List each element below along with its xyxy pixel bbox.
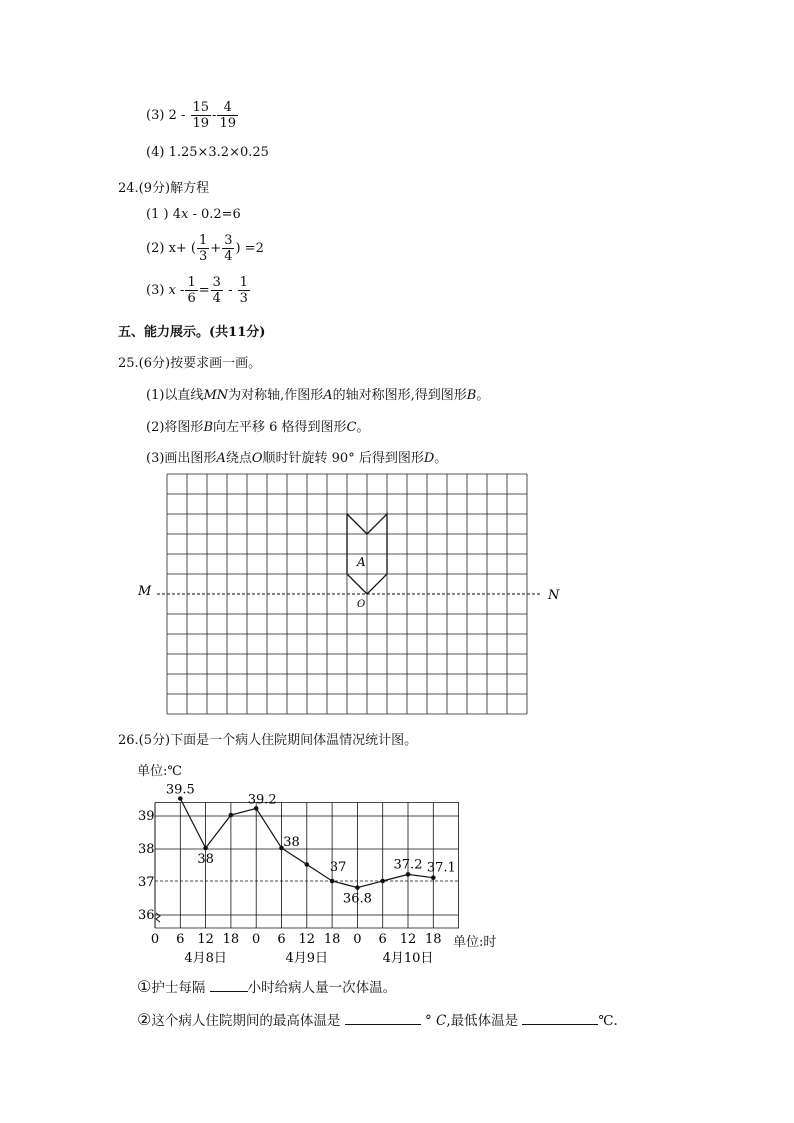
- data-point: [355, 885, 360, 890]
- label-a: A: [357, 555, 366, 569]
- data-label: 37: [329, 860, 347, 875]
- data-point: [305, 862, 310, 867]
- step-text: 将图形: [164, 420, 204, 435]
- point-name: O: [251, 451, 263, 466]
- equation-rest: - 0.2=6: [192, 207, 241, 222]
- step-num: (1): [146, 388, 165, 403]
- step-num: (2): [146, 420, 165, 435]
- step-text: 绕点: [225, 451, 252, 466]
- numerator: 1: [199, 233, 208, 248]
- q24-p2-num: (2): [146, 241, 165, 256]
- q23-p4-num: (4): [146, 145, 165, 160]
- answer-blank[interactable]: [210, 991, 248, 992]
- data-label: 39.2: [247, 792, 277, 808]
- step-num: (3): [146, 451, 165, 466]
- label-m: M: [138, 584, 152, 599]
- step-text: 顺时针旋转 90° 后得到图形: [262, 451, 424, 466]
- numerator: 15: [192, 100, 210, 115]
- q25-title: 25.(6分)按要求画一画。: [118, 356, 262, 371]
- q23-p3-num: (3): [146, 108, 165, 123]
- figure-name: C: [346, 420, 357, 435]
- x-tick-label: 12: [197, 932, 214, 947]
- label-n: N: [548, 588, 560, 603]
- denominator: 6: [187, 291, 196, 306]
- line-name: MN: [203, 388, 229, 403]
- coefficient: 4: [172, 207, 181, 222]
- data-label: 39.5: [165, 782, 195, 798]
- x-tick-label: 0: [353, 932, 362, 947]
- step-text: 。: [434, 451, 448, 466]
- data-point: [203, 846, 208, 851]
- answer-blank[interactable]: [345, 1024, 421, 1025]
- day-label: 4月8日: [184, 951, 227, 966]
- step-text: 为对称轴,作图形: [228, 388, 324, 403]
- data-point: [406, 872, 411, 877]
- question-text: ,最低体温是: [446, 1013, 519, 1029]
- unit-letter: C: [435, 1013, 447, 1029]
- data-point: [431, 875, 436, 880]
- y-unit-label: 单位:℃: [137, 764, 182, 779]
- question-text: 小时给病人量一次体温。: [247, 980, 397, 996]
- y-tick-label: 36: [138, 908, 155, 923]
- x-tick-label: 0: [150, 932, 160, 947]
- figure-name: A: [323, 388, 333, 403]
- denominator: 3: [199, 249, 208, 264]
- data-label: 37.2: [393, 857, 423, 873]
- data-label: 36.8: [342, 891, 372, 907]
- data-point: [330, 879, 335, 884]
- x-tick-label: 18: [425, 932, 442, 947]
- y-tick-label: 37: [138, 875, 155, 890]
- unit-text: ℃.: [598, 1013, 618, 1029]
- q24-p1-num: (1 ): [146, 207, 169, 222]
- x-tick-label: 12: [298, 932, 316, 947]
- variable: x: [168, 283, 176, 298]
- x-tick-label: 6: [277, 932, 286, 947]
- x-tick-label: 18: [222, 932, 240, 947]
- figure-name: B: [203, 420, 213, 435]
- figure-name: B: [466, 388, 477, 403]
- denominator: 3: [239, 291, 248, 306]
- circled-number: ①: [137, 977, 152, 996]
- equation-rest: ) =2: [235, 241, 264, 256]
- x-unit-label: 单位:时: [453, 935, 497, 950]
- x-tick-label: 0: [252, 932, 261, 947]
- circled-number: ②: [137, 1010, 152, 1029]
- y-tick-label: 39: [138, 809, 155, 824]
- numerator: 1: [187, 275, 196, 290]
- figure-name: A: [216, 451, 226, 466]
- denominator: 19: [192, 116, 210, 131]
- section-heading: 五、能力展示。(共11分): [118, 325, 266, 340]
- denominator: 19: [219, 116, 236, 131]
- figure-name: D: [423, 451, 435, 466]
- equals-sign: =: [198, 283, 210, 298]
- degree-symbol: °: [424, 1013, 432, 1029]
- minus-sign: -: [228, 283, 233, 298]
- question-text: 这个病人住院期间的最高体温是: [151, 1013, 341, 1029]
- numerator: 1: [239, 275, 248, 290]
- step-text: 。: [356, 420, 370, 435]
- label-o: O: [357, 599, 366, 610]
- q26-sub1: [137, 976, 396, 996]
- step-text: 。: [476, 388, 490, 403]
- plus-sign: +: [210, 241, 222, 256]
- axis-break-mark: [156, 913, 160, 922]
- answer-blank[interactable]: [522, 1024, 598, 1025]
- step-text: 的轴对称图形,得到图形: [332, 388, 467, 403]
- numerator: 3: [212, 275, 221, 290]
- q23-p4-expr: 1.25×3.2×0.25: [168, 145, 269, 160]
- q23-p3-lead: 2 -: [168, 108, 186, 123]
- step-text: 以直线: [164, 388, 204, 403]
- step-text: 向左平移 6 格得到图形: [213, 420, 347, 435]
- numerator: 3: [224, 233, 233, 248]
- question-text: 护士每隔: [151, 980, 206, 996]
- variable: x: [180, 207, 189, 222]
- x-tick-label: 6: [176, 932, 185, 947]
- data-point: [380, 879, 385, 884]
- minus-sign: -: [180, 283, 185, 298]
- day-label: 4月10日: [382, 951, 434, 966]
- q26-title: 26.(5分)下面是一个病人住院期间体温情况统计图。: [118, 733, 418, 748]
- numerator: 4: [217, 100, 238, 116]
- denominator: 4: [224, 249, 233, 264]
- denominator: 4: [212, 291, 221, 306]
- q26-sub2: [137, 1009, 618, 1029]
- data-label: 38: [197, 852, 214, 867]
- q24-title: 24.(9分)解方程: [118, 181, 210, 196]
- x-tick-label: 6: [378, 932, 387, 947]
- step-text: 画出图形: [164, 451, 217, 466]
- data-label: 38: [283, 835, 300, 850]
- data-label: 37.1: [426, 860, 456, 876]
- y-tick-label: 38: [138, 842, 155, 857]
- data-point: [229, 813, 234, 818]
- x-tick-label: 12: [399, 932, 417, 947]
- q24-p3-num: (3): [146, 283, 165, 298]
- minus-sign: -: [212, 108, 217, 123]
- x-tick-label: 18: [323, 932, 341, 947]
- equation-lead: x+ (: [168, 241, 196, 256]
- day-label: 4月9日: [285, 951, 329, 966]
